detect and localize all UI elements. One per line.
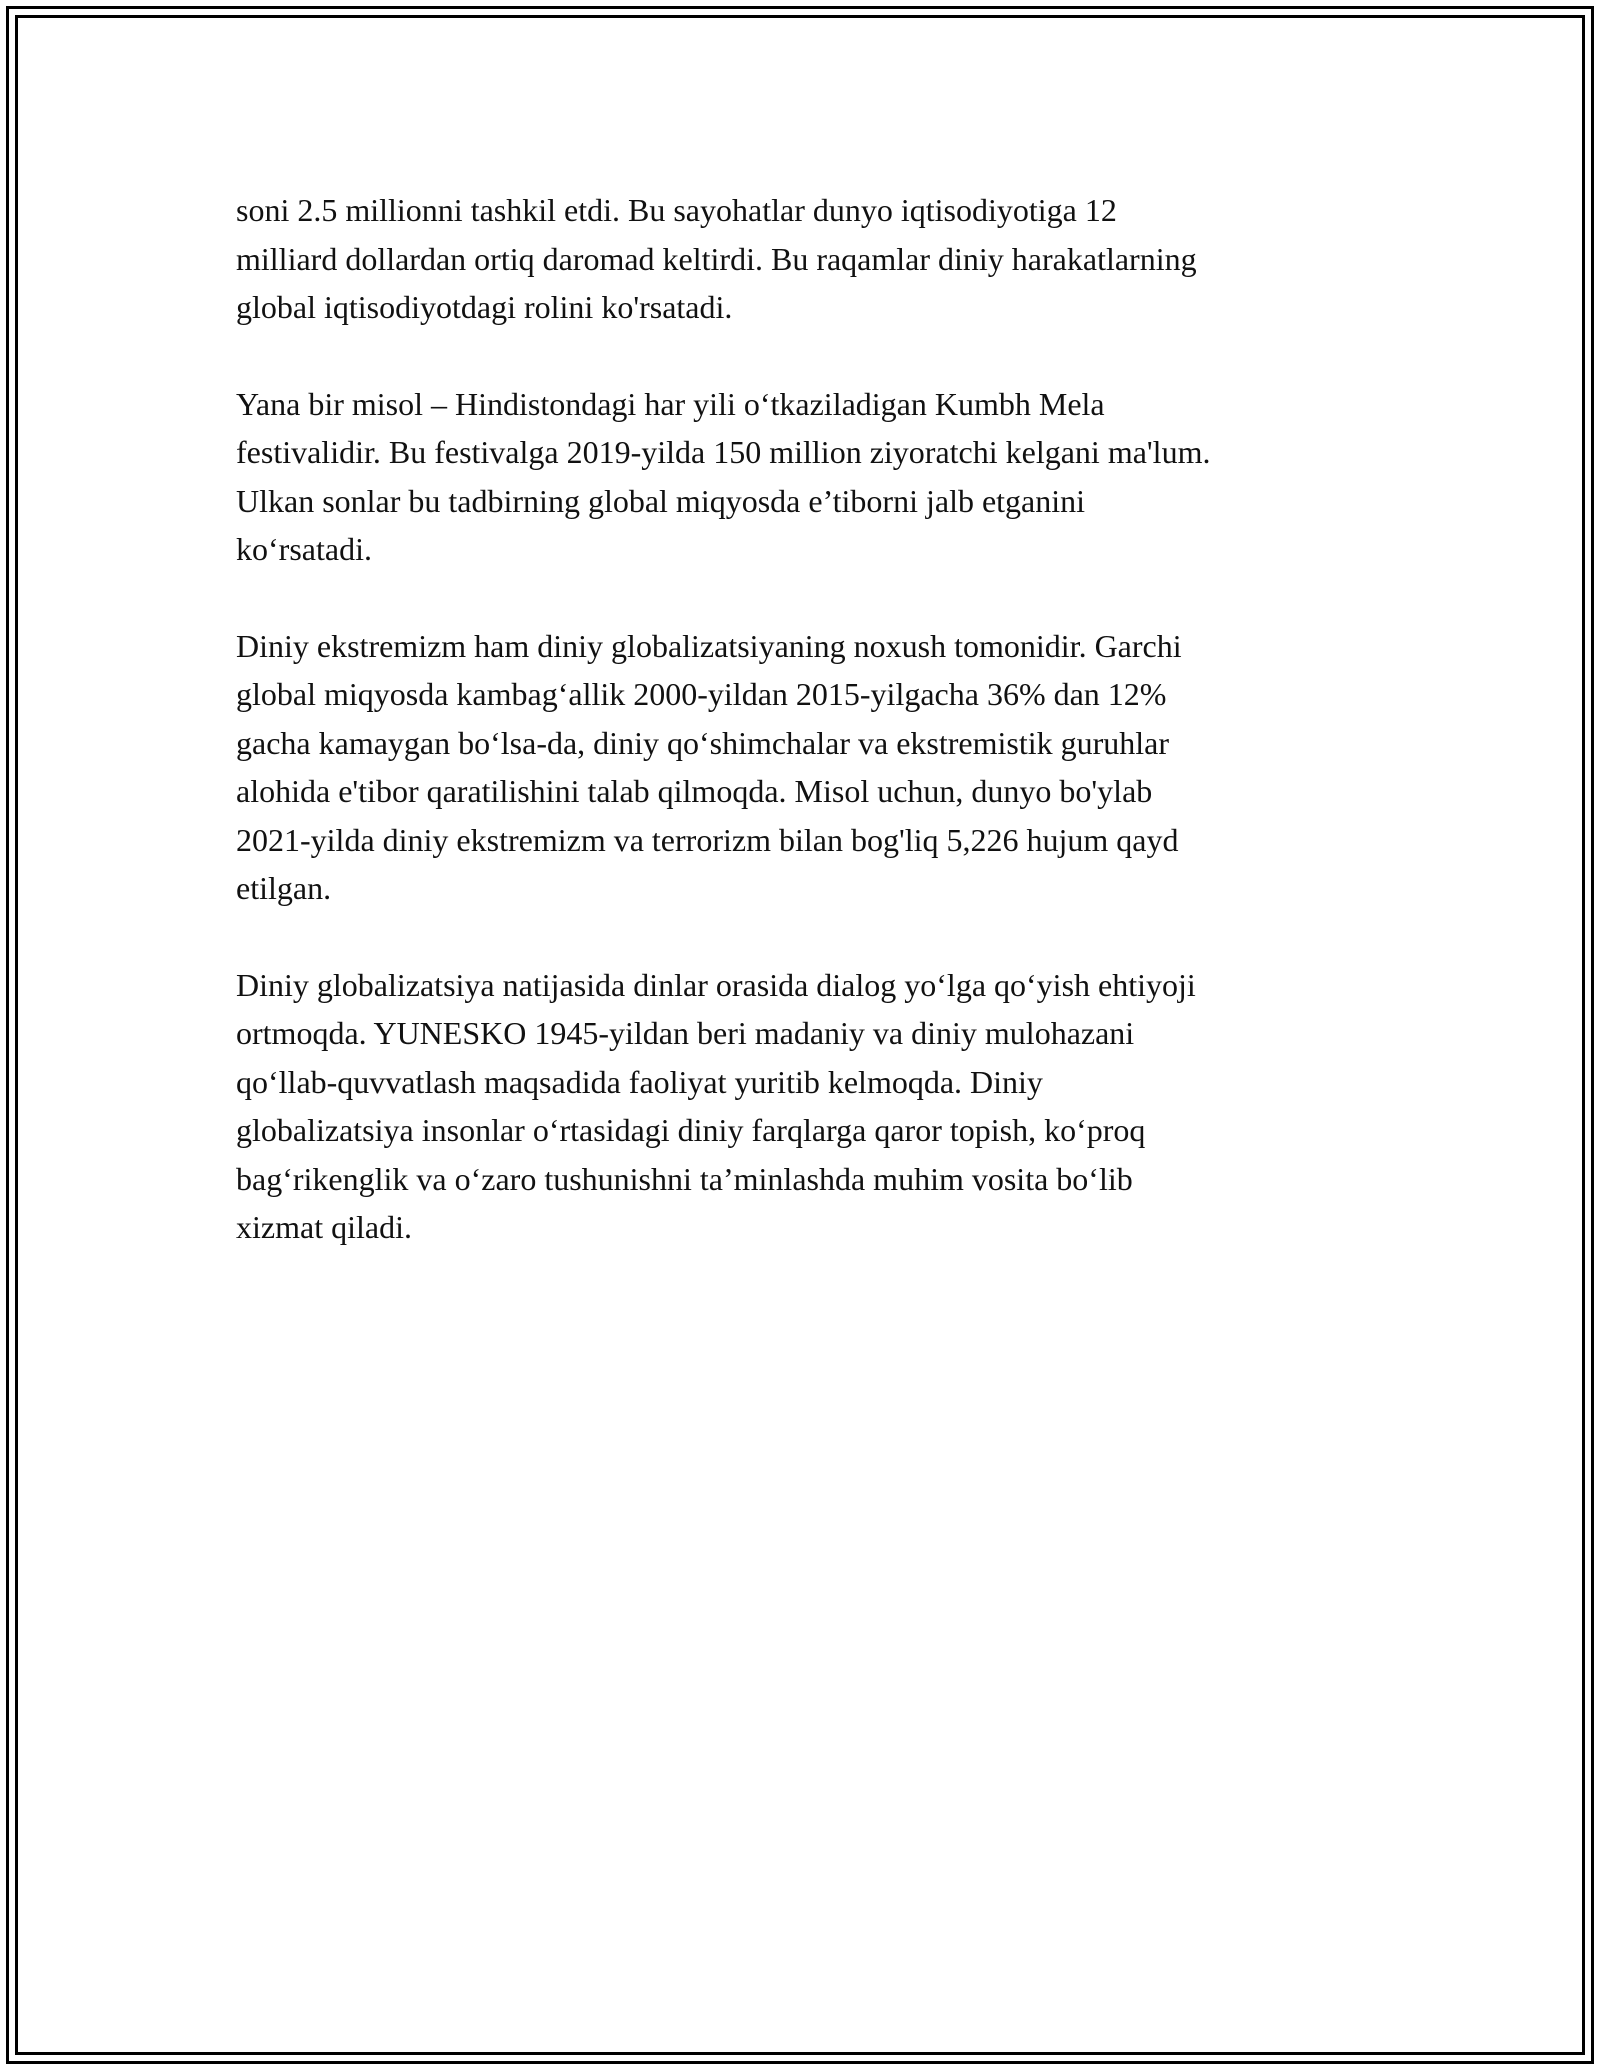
paragraph-4: Diniy globalizatsiya natijasida dinlar orasida dialog yoʻlga qoʻyish ehtiyoji ortmoqda. YUNESKO 1945-yildan beri madaniy va diniy mulohazani qoʻllab-quvvatlash maqsadida faoliyat yuritib kelmoqda. Diniy globalizatsiya insonlar oʻrtasidagi diniy farqlarga qaror topish, koʻproq bagʻrikenglik va oʻzaro tushunishni ta’minlashda muhim vosita boʻlib xizmat qiladi. bbox=[236, 966, 1196, 1245]
document-body bbox=[236, 186, 1364, 1300]
paragraph-3: Diniy ekstremizm ham diniy globalizatsiyaning noxush tomonidir. Garchi global miqyosda kambagʻallik 2000-yildan 2015-yilgacha 36% dan 12% gacha kamaygan boʻlsa-da, diniy qoʻshimchalar va ekstremistik guruhlar alohida e'tibor qaratilishini talab qilmoqda. Misol uchun, dunyo bo'ylab 2021-yilda diniy ekstremizm va terrorizm bilan bog'liq 5,226 hujum qayd etilgan. bbox=[236, 627, 1182, 906]
paragraph-1: soni 2.5 millionni tashkil etdi. Bu sayohatlar dunyo iqtisodiyotiga 12 milliard dollardan ortiq daromad keltirdi. Bu raqamlar diniy harakatlarning global iqtisodiyotdagi rolini ko'rsatadi. bbox=[236, 192, 1197, 325]
paragraph-2: Yana bir misol – Hindistondagi har yili oʻtkaziladigan Kumbh Mela festivalidir. Bu festivalga 2019-yilda 150 million ziyoratchi kelgani ma'lum. Ulkan sonlar bu tadbirning global miqyosda e’tiborni jalb etganini koʻrsatadi. bbox=[236, 385, 1211, 567]
